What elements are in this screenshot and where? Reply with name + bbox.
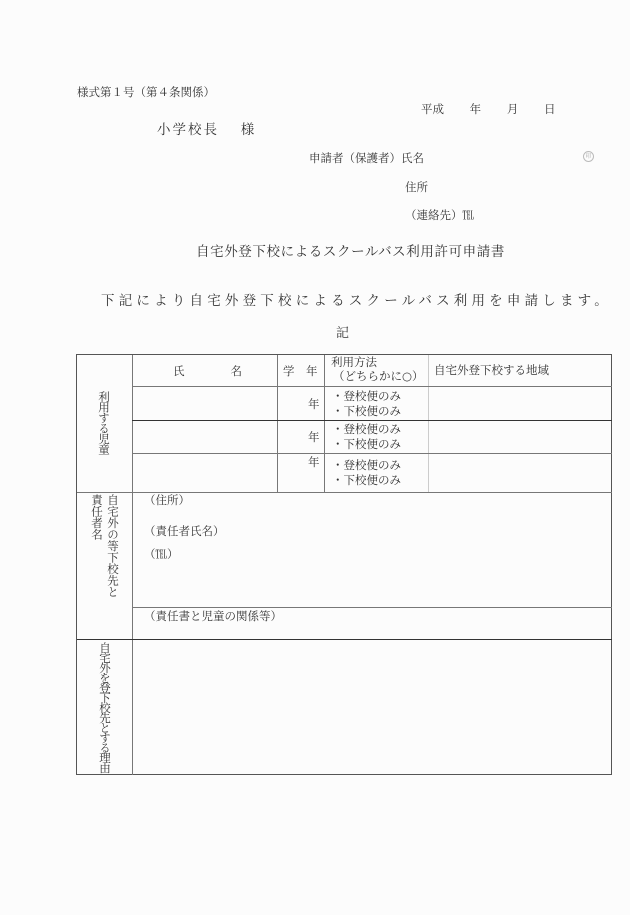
row1-option-afternoon[interactable]: ・下校便のみ: [332, 404, 401, 418]
section-label-children: 利用する児童: [97, 391, 111, 454]
header-name: 氏 名: [173, 364, 242, 378]
date-day: 日: [543, 102, 556, 116]
field-responsible-name[interactable]: （責任者氏名）: [144, 524, 225, 538]
address-label: 住所: [405, 180, 428, 194]
date-era: 平成: [421, 102, 444, 116]
row3-option-morning[interactable]: ・登校便のみ: [332, 458, 401, 472]
date-year: 年: [469, 102, 482, 116]
field-reason[interactable]: [133, 640, 611, 774]
field-address[interactable]: （住所）: [144, 493, 190, 507]
row-divider-2: [132, 453, 612, 454]
row-divider-relationship: [132, 607, 612, 608]
date-line: [421, 101, 555, 117]
row1-option-morning[interactable]: ・登校便のみ: [332, 389, 401, 403]
form-number: 様式第１号（第４条関係）: [77, 85, 215, 99]
row-divider-header: [132, 386, 612, 387]
lead-text: 下記により自宅外登下校によるスクールバス利用を申請します。: [101, 293, 613, 309]
application-table: [76, 354, 612, 775]
row2-option-afternoon[interactable]: ・下校便のみ: [332, 437, 401, 451]
section-label-destination: 自宅外の等下校先と: [106, 494, 120, 598]
document-title: 自宅外登下校によるスクールバス利用許可申請書: [196, 244, 505, 260]
col-divider-grade: [324, 355, 325, 492]
header-method-line1: 利用方法: [331, 355, 377, 369]
row2-option-morning[interactable]: ・登校便のみ: [332, 422, 401, 436]
row1-grade-suffix: 年: [308, 397, 320, 411]
row3-option-afternoon[interactable]: ・下校便のみ: [332, 473, 401, 487]
section-label-reason: 自宅外を登下校先とする理由: [98, 642, 112, 772]
date-month: 月: [506, 102, 519, 116]
addressee: 小学校長 様: [157, 122, 257, 138]
applicant-name-label: 申請者（保護者）氏名: [309, 151, 424, 165]
seal-icon: 印: [583, 151, 594, 162]
contact-tel-label: （連絡先）℡: [405, 208, 474, 222]
field-tel[interactable]: （℡）: [144, 547, 179, 561]
header-area: 自宅外登下校する地域: [434, 363, 549, 377]
col-divider-name: [277, 355, 278, 492]
header-grade: 学 年: [283, 364, 318, 378]
header-method-line2: （どちらかに○）: [333, 369, 424, 383]
row2-grade-suffix: 年: [308, 430, 320, 444]
row-divider-1: [132, 420, 612, 421]
col-divider-method: [428, 355, 429, 492]
section-label-responsible: 責任者名: [90, 494, 104, 540]
field-relationship[interactable]: （責任書と児童の関係等）: [144, 609, 282, 623]
ki-label: 記: [336, 326, 350, 341]
row3-grade-suffix: 年: [308, 455, 320, 469]
